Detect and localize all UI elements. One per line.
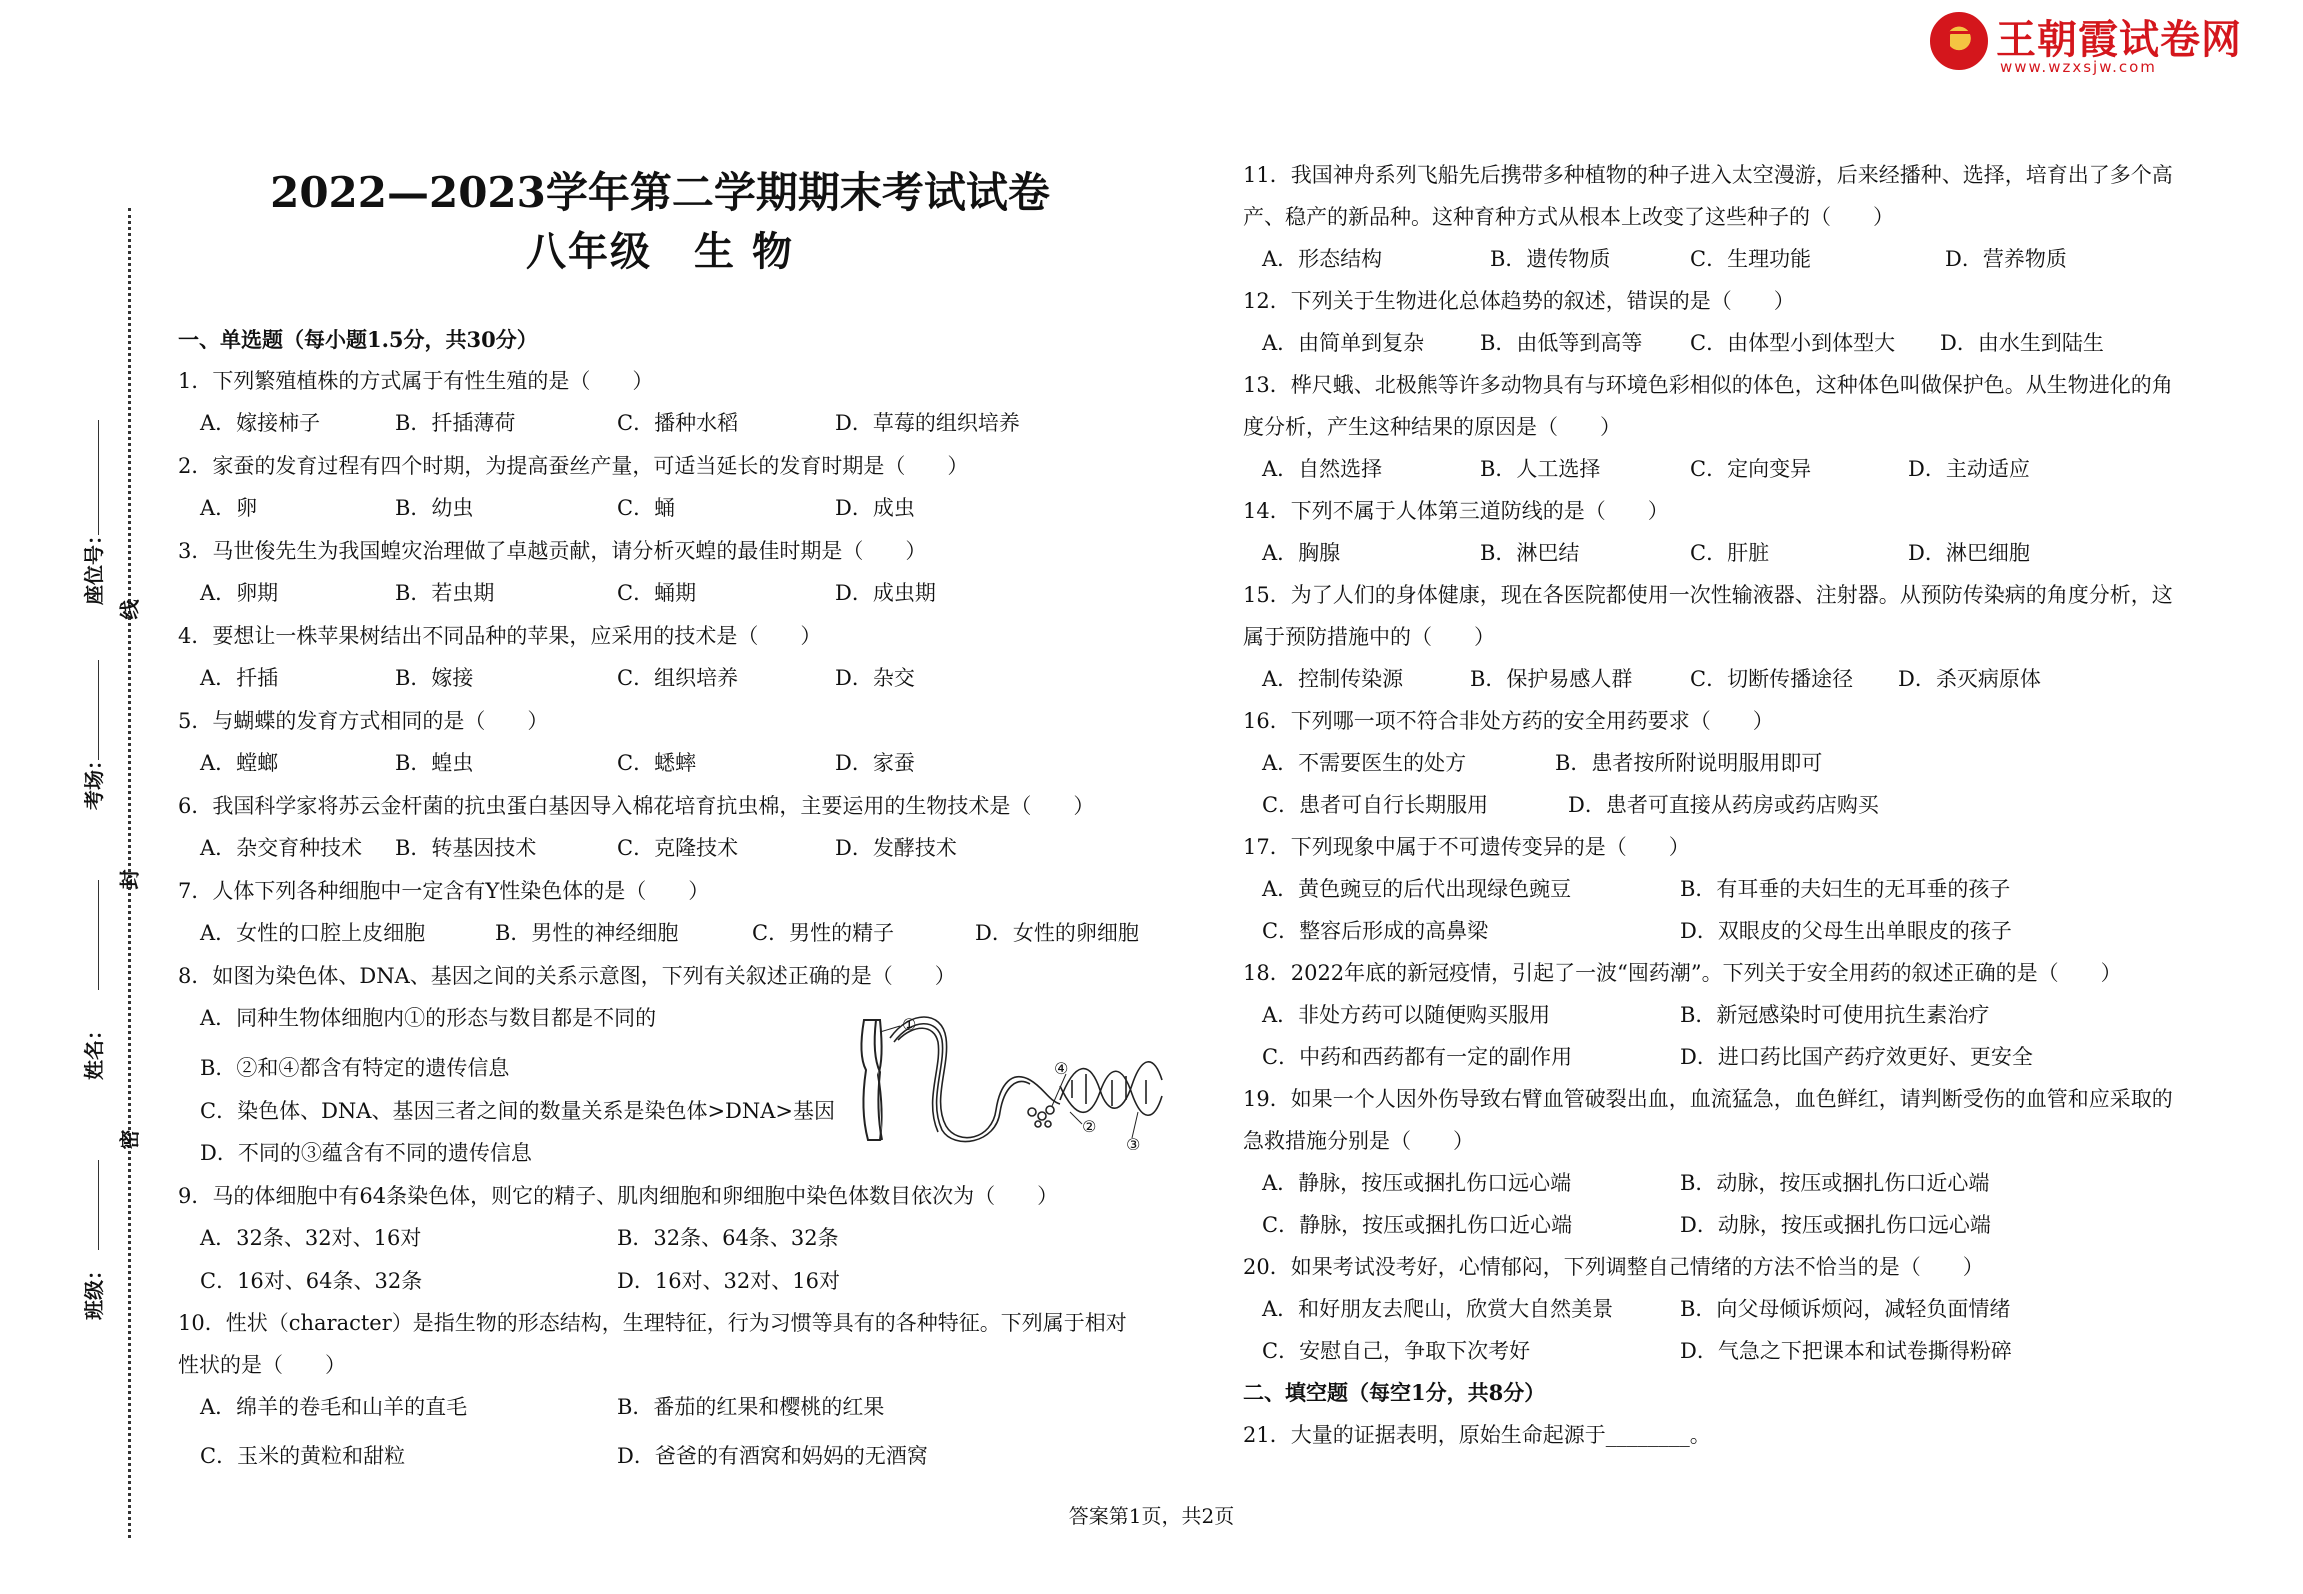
question-15-stem-line2: 属于预防措施中的（ ） [1243,625,1495,649]
question-2-option-b: B．幼虫 [395,496,474,520]
question-21-stem: 21．大量的证据表明，原始生命起源于________。 [1243,1423,1711,1447]
name-blank-line [98,880,99,990]
question-19-option-d: D．动脉，按压或捆扎伤口远心端 [1680,1213,1991,1237]
question-10-option-c: C．玉米的黄粒和甜粒 [200,1444,406,1468]
question-4-option-d: D．杂交 [835,666,915,690]
question-17-option-b: B．有耳垂的夫妇生的无耳垂的孩子 [1680,877,2011,901]
question-16-option-a: A．不需要医生的处方 [1262,751,1467,775]
question-6-option-a: A．杂交育种技术 [200,836,363,860]
question-13-option-a: A．自然选择 [1262,457,1383,481]
seat-label: 座位号： [82,525,106,605]
question-10-option-b: B．番茄的红果和樱桃的红果 [617,1395,885,1419]
question-3-option-b: B．若虫期 [395,581,495,605]
question-18-option-d: D．进口药比国产药疗效更好、更安全 [1680,1045,2033,1069]
question-6-option-d: D．发酵技术 [835,836,957,860]
question-10-stem-line1: 10．性状（character）是指生物的形态结构，生理特征，行为习惯等具有的各种特征。下列属于相对 [178,1311,1127,1335]
question-2-stem: 2．家蚕的发育过程有四个时期，为提高蚕丝产量，可适当延长的发育时期是（ ） [178,454,969,478]
question-1-stem: 1．下列繁殖植株的方式属于有性生殖的是（ ） [178,369,654,393]
diagram-label-2: ② [1082,1117,1097,1136]
question-13-option-d: D．主动适应 [1908,457,2030,481]
question-10-option-a: A．绵羊的卷毛和山羊的直毛 [200,1395,468,1419]
room-blank-line [98,660,99,760]
question-4-option-b: B．嫁接 [395,666,474,690]
question-9-stem: 9．马的体细胞中有64条染色体，则它的精子、肌肉细胞和卵细胞中染色体数目依次为（ ） [178,1184,1059,1208]
logo-url: www.wzxsjw.com [2000,58,2157,76]
question-15-option-a: A．控制传染源 [1262,667,1404,691]
question-4-stem: 4．要想让一株苹果树结出不同品种的苹果，应采用的技术是（ ） [178,624,822,648]
question-2-option-a: A．卵 [200,496,258,520]
question-2-option-c: C．蛹 [617,496,676,520]
question-6-option-b: B．转基因技术 [395,836,537,860]
question-9-option-c: C．16对、64条、32条 [200,1269,423,1293]
question-4-option-a: A．扦插 [200,666,279,690]
question-11-stem-line1: 11．我国神舟系列飞船先后携带多种植物的种子进入太空漫游，后来经播种、选择，培育出了多个高 [1243,163,2173,187]
question-13-option-c: C．定向变异 [1690,457,1812,481]
logo-seal-icon [1930,12,1988,70]
question-9-option-a: A．32条、32对、16对 [200,1226,422,1250]
question-15-option-b: B．保护易感人群 [1470,667,1633,691]
question-12-option-b: B．由低等到高等 [1480,331,1643,355]
page-footer: 答案第1页，共2页 [1068,1504,1235,1528]
seat-blank-line [98,420,99,535]
question-13-option-b: B．人工选择 [1480,457,1601,481]
question-10-option-d: D．爸爸的有酒窝和妈妈的无酒窝 [617,1444,928,1468]
exam-subtitle: 八年级 生 物 [526,228,794,275]
question-9-option-b: B．32条、64条、32条 [617,1226,839,1250]
question-14-stem: 14．下列不属于人体第三道防线的是（ ） [1243,499,1669,523]
question-10-stem-line2: 性状的是（ ） [178,1353,346,1377]
diagram-label-1: ① [902,1015,917,1034]
class-label: 班级： [82,1260,106,1320]
question-14-option-b: B．淋巴结 [1480,541,1580,565]
name-label: 姓名： [82,1020,106,1080]
question-1-option-c: C．播种水稻 [617,411,739,435]
question-17-option-a: A．黄色豌豆的后代出现绿色豌豆 [1262,877,1572,901]
question-7-option-d: D．女性的卵细胞 [975,921,1139,945]
seal-seal-char: 封 [117,869,142,890]
class-blank-line [98,1160,99,1250]
question-18-stem: 18．2022年底的新冠疫情，引起了一波“囤药潮”。下列关于安全用药的叙述正确的是（ ） [1243,961,2122,985]
logo-name: 王朝霞试卷网 [1996,17,2242,63]
question-18-option-c: C．中药和西药都有一定的副作用 [1262,1045,1573,1069]
question-6-option-c: C．克隆技术 [617,836,739,860]
question-3-option-d: D．成虫期 [835,581,936,605]
question-11-option-d: D．营养物质 [1945,247,2067,271]
question-12-option-c: C．由体型小到体型大 [1690,331,1896,355]
question-3-option-a: A．卵期 [200,581,279,605]
question-7-option-a: A．女性的口腔上皮细胞 [200,921,426,945]
question-9-option-d: D．16对、32对、16对 [617,1269,841,1293]
question-16-option-d: D．患者可直接从药房或药店购买 [1568,793,1879,817]
question-20-option-b: B．向父母倾诉烦闷，减轻负面情绪 [1680,1297,2011,1321]
question-12-option-d: D．由水生到陆生 [1940,331,2104,355]
question-19-option-b: B．动脉，按压或捆扎伤口近心端 [1680,1171,1990,1195]
section-1-heading: 一、单选题（每小题1.5分，共30分） [178,327,538,352]
question-5-option-d: D．家蚕 [835,751,915,775]
question-20-stem: 20．如果考试没考好，心情郁闷，下列调整自己情绪的方法不恰当的是（ ） [1243,1255,1984,1279]
chromosome-dna-gene-diagram [850,1000,1170,1150]
question-14-option-a: A．胸腺 [1262,541,1341,565]
question-8-stem: 8．如图为染色体、DNA、基因之间的关系示意图，下列有关叙述正确的是（ ） [178,964,956,988]
question-12-stem: 12．下列关于生物进化总体趋势的叙述，错误的是（ ） [1243,289,1795,313]
question-13-stem-line2: 度分析，产生这种结果的原因是（ ） [1243,415,1621,439]
question-7-stem: 7．人体下列各种细胞中一定含有Y性染色体的是（ ） [178,879,710,903]
question-20-option-c: C．安慰自己，争取下次考好 [1262,1339,1531,1363]
question-19-stem-line2: 急救措施分别是（ ） [1243,1129,1474,1153]
site-logo [1930,8,2250,74]
diagram-label-4: ④ [1054,1059,1069,1078]
chromosome-shape [861,1020,882,1140]
question-20-option-a: A．和好朋友去爬山，欣赏大自然美景 [1262,1297,1614,1321]
question-13-stem-line1: 13．桦尺蛾、北极熊等许多动物具有与环境色彩相似的体色，这种体色叫做保护色。从生物进化的角 [1243,373,2173,397]
question-17-option-d: D．双眼皮的父母生出单眼皮的孩子 [1680,919,2012,943]
question-11-option-c: C．生理功能 [1690,247,1812,271]
question-11-stem-line2: 产、稳产的新品种。这种育种方式从根本上改变了这些种子的（ ） [1243,205,1894,229]
question-18-option-b: B．新冠感染时可使用抗生素治疗 [1680,1003,1990,1027]
question-8-option-d: D．不同的③蕴含有不同的遗传信息 [200,1141,532,1165]
question-7-option-c: C．男性的精子 [752,921,895,945]
question-16-option-b: B．患者按所附说明服用即可 [1555,751,1823,775]
chromatin-coil [890,1017,1060,1142]
question-5-stem: 5．与蝴蝶的发育方式相同的是（ ） [178,709,549,733]
question-15-option-c: C．切断传播途径 [1690,667,1854,691]
question-3-stem: 3．马世俊先生为我国蝗灾治理做了卓越贡献，请分析灭蝗的最佳时期是（ ） [178,539,927,563]
seal-secret-char: 密 [117,1129,142,1150]
question-5-option-b: B．蝗虫 [395,751,474,775]
question-18-option-a: A．非处方药可以随便购买服用 [1262,1003,1551,1027]
question-6-stem: 6．我国科学家将苏云金杆菌的抗虫蛋白基因导入棉花培育抗虫棉，主要运用的生物技术是（ ） [178,794,1095,818]
question-8-option-a: A．同种生物体细胞内①的形态与数目都是不同的 [200,1006,657,1030]
question-3-option-c: C．蛹期 [617,581,697,605]
question-14-option-d: D．淋巴细胞 [1908,541,2030,565]
question-15-option-d: D．杀灭病原体 [1898,667,2041,691]
question-16-option-c: C．患者可自行长期服用 [1262,793,1489,817]
diagram-label-3: ③ [1126,1135,1141,1150]
question-19-option-c: C．静脉，按压或捆扎伤口近心端 [1262,1213,1573,1237]
question-11-option-b: B．遗传物质 [1490,247,1611,271]
question-20-option-d: D．气急之下把课本和试卷撕得粉碎 [1680,1339,2012,1363]
question-15-stem-line1: 15．为了人们的身体健康，现在各医院都使用一次性输液器、注射器。从预防传染病的角度分析，这 [1243,583,2173,607]
question-11-option-a: A．形态结构 [1262,247,1383,271]
question-19-option-a: A．静脉，按压或捆扎伤口远心端 [1262,1171,1572,1195]
question-17-option-c: C．整容后形成的高鼻梁 [1262,919,1489,943]
question-7-option-b: B．男性的神经细胞 [495,921,679,945]
question-2-option-d: D．成虫 [835,496,915,520]
question-17-stem: 17．下列现象中属于不可遗传变异的是（ ） [1243,835,1690,859]
question-14-option-c: C．肝脏 [1690,541,1770,565]
dna-double-helix [1060,1062,1162,1115]
question-5-option-a: A．螳螂 [200,751,279,775]
room-label: 考场： [82,750,106,810]
seal-line-char: 线 [117,599,142,620]
question-5-option-c: C．蟋蟀 [617,751,697,775]
question-8-option-c: C．染色体、DNA、基因三者之间的数量关系是染色体>DNA>基因 [200,1099,836,1123]
question-16-stem: 16．下列哪一项不符合非处方药的安全用药要求（ ） [1243,709,1774,733]
section-2-heading: 二、填空题（每空1分，共8分） [1243,1380,1546,1405]
question-4-option-c: C．组织培养 [617,666,739,690]
question-1-option-b: B．扦插薄荷 [395,411,516,435]
exam-title: 2022—2023学年第二学期期末考试试卷 [270,168,1050,217]
question-8-option-b: B．②和④都含有特定的遗传信息 [200,1056,510,1080]
question-19-stem-line1: 19．如果一个人因外伤导致右臂血管破裂出血，血流猛急，血色鲜红，请判断受伤的血管和应采取的 [1243,1087,2173,1111]
question-12-option-a: A．由简单到复杂 [1262,331,1425,355]
question-1-option-d: D．草莓的组织培养 [835,411,1020,435]
question-1-option-a: A．嫁接柿子 [200,411,321,435]
